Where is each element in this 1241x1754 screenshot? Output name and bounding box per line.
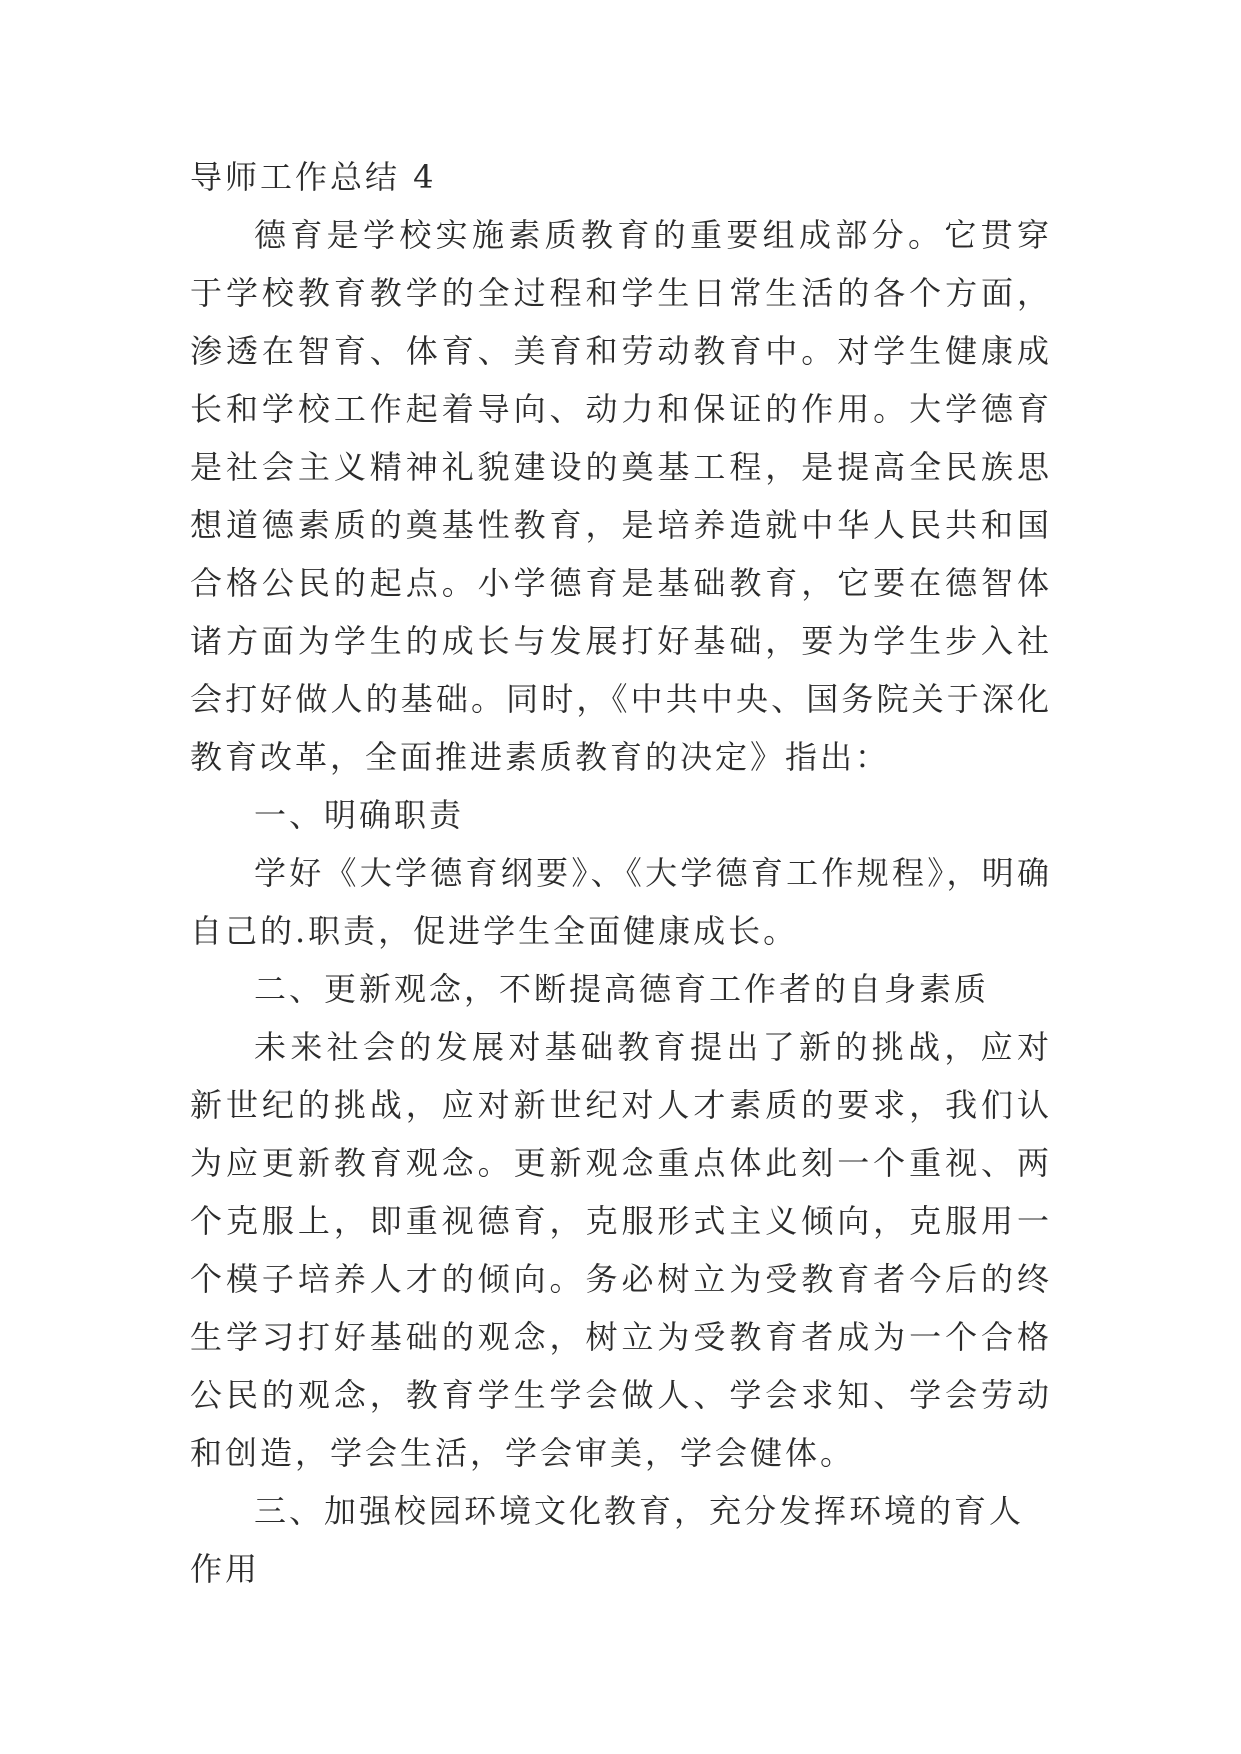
section-heading-2: 二、更新观念，不断提高德育工作者的自身素质 <box>254 970 990 1008</box>
document-page <box>190 148 1052 1598</box>
section-heading-1: 一、明确职责 <box>254 796 465 834</box>
paragraph-responsibilities: 学好《大学德育纲要》、《大学德育工作规程》，明确自己的.职责，促进学生全面健康成长。 <box>190 854 1052 950</box>
section-heading-3: 三、加强校园环境文化教育，充分发挥环境的育人作用 <box>190 1492 1025 1588</box>
document-title: 导师工作总结 4 <box>190 158 437 196</box>
paragraph-intro: 德育是学校实施素质教育的重要组成部分。它贯穿于学校教育教学的全过程和学生日常生活的各个方面，渗透在智育、体育、美育和劳动教育中。对学生健康成长和学校工作起着导向、动力和保证的作用。大学德育是社会主义精神礼貌建设的奠基工程，是提高全民族思想道德素质的奠基性教育，是培养造就中华人民共和国合格公民的起点。小学德育是基础教育，它要在德智体诸方面为学生的成长与发展打好基础，要为学生步入社会打好做人的基础。同时，《中共中央、国务院关于深化教育改革，全面推进素质教育的决定》指出： <box>190 216 1052 776</box>
paragraph-concepts: 未来社会的发展对基础教育提出了新的挑战，应对新世纪的挑战，应对新世纪对人才素质的要求，我们认为应更新教育观念。更新观念重点体此刻一个重视、两个克服上，即重视德育，克服形式主义倾向，克服用一个模子培养人才的倾向。务必树立为受教育者今后的终生学习打好基础的观念，树立为受教育者成为一个合格公民的观念，教育学生学会做人、学会求知、学会劳动和创造，学会生活，学会审美，学会健体。 <box>190 1028 1052 1472</box>
